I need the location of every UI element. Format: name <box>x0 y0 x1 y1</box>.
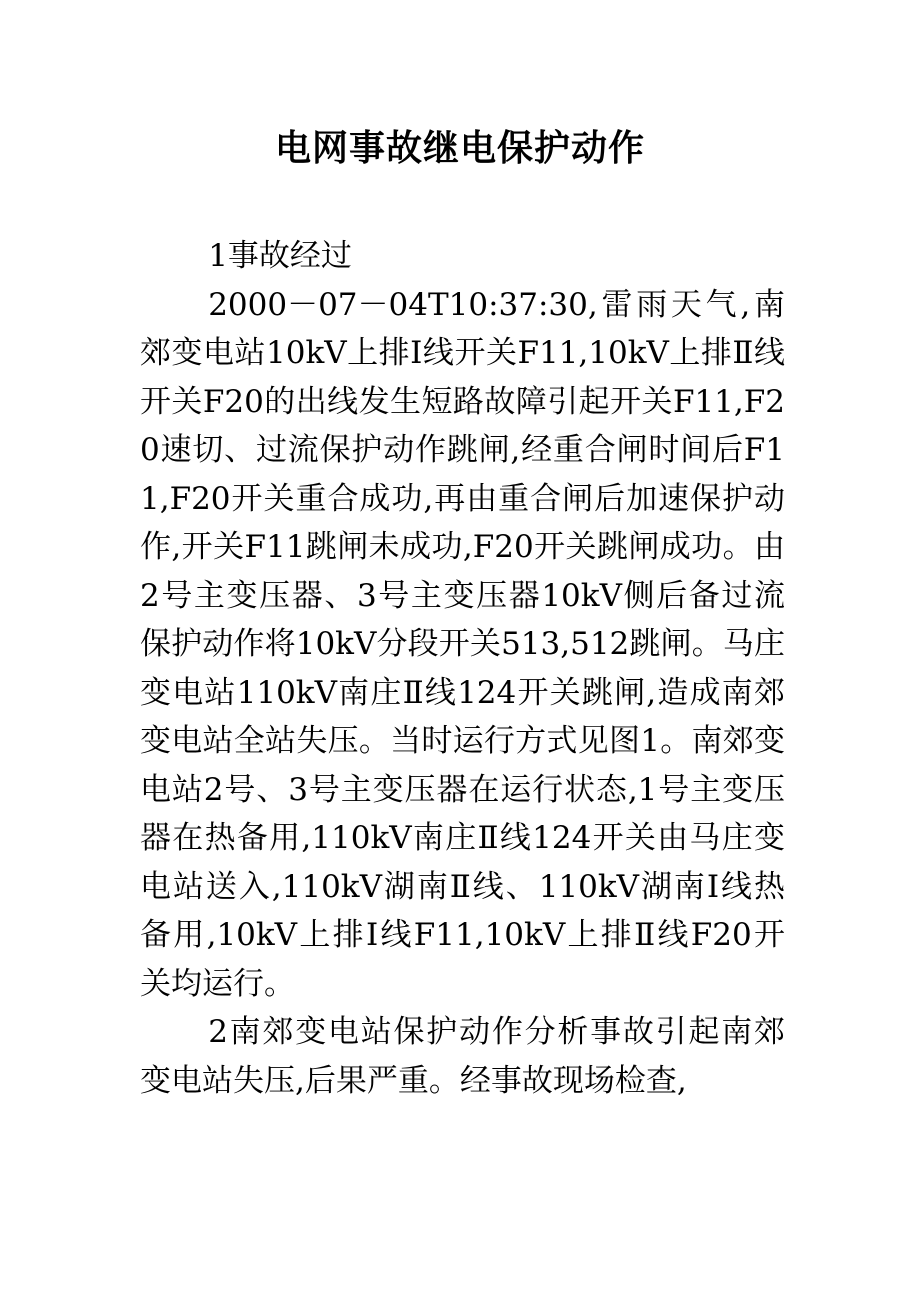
document-body <box>140 232 785 1105</box>
section-heading-1: 1事故经过 <box>208 238 352 274</box>
section-heading-2-paragraph: 2南郊变电站保护动作分析事故引起南郊变电站失压,后果严重。经事故现场检查, <box>140 1014 785 1099</box>
paragraph-incident-description: 2000－07－04T10:37:30,雷雨天气,南郊变电站10kV上排Ⅰ线开关F11,10kV上排Ⅱ线开关F20的出线发生短路故障引起开关F11,F20速切、过流保护动作跳闸,经重合闸时间后F11,F20开关重合成功,再由重合闸后加速保护动作,开关F11跳闸未成功,F20开关跳闸成功。由2号主变压器、3号主变压器10kV侧后备过流保护动作将10kV分段开关513,512跳闸。马庄变电站110kV南庄Ⅱ线124开关跳闸,造成南郊变电站全站失压。当时运行方式见图1。南郊变电站2号、3号主变压器在运行状态,1号主变压器在热备用,110kV南庄Ⅱ线124开关由马庄变电站送入,110kV湖南Ⅱ线、110kV湖南Ⅰ线热备用,10kV上排Ⅰ线F11,10kV上排Ⅱ线F20开关均运行。 <box>140 286 785 1002</box>
document-title: 电网事故继电保护动作 <box>274 127 645 169</box>
